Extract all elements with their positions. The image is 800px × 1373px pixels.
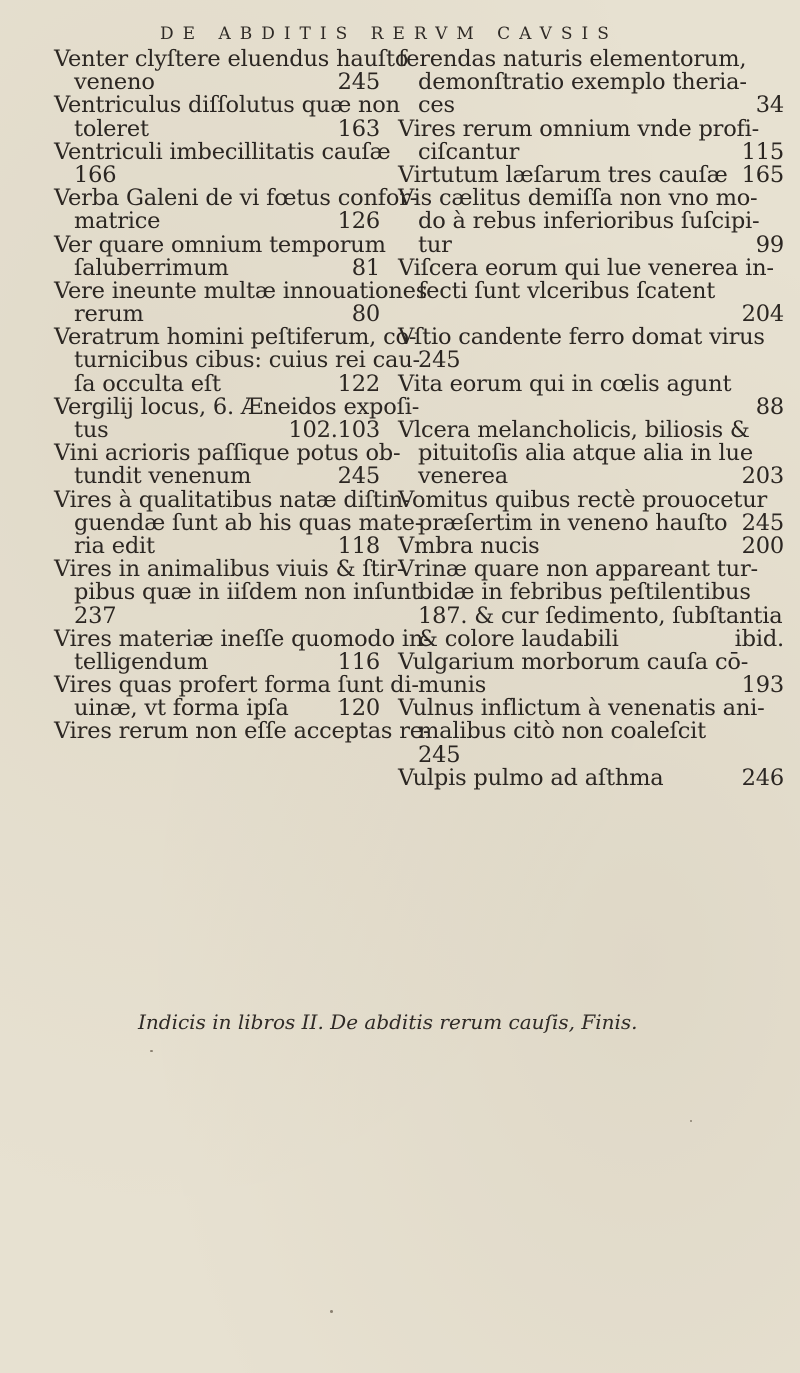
page-reference: 245 [741, 509, 784, 536]
index-entry-text: Vulnus inflictum à venenatis ani- [398, 695, 765, 722]
index-entry-text: 187. & cur ſedimento, ſubſtantia [418, 602, 783, 629]
index-entry-text: pibus quæ in iiſdem non inſunt [74, 579, 420, 606]
index-entry-text: Vmbra nucis 200 [398, 532, 784, 559]
page-reference: 80 [351, 301, 380, 328]
index-entry-text: Vulpis pulmo ad aſthma 246 [398, 764, 784, 791]
index-entry [398, 419, 792, 489]
index-entry-text: telligendum 116 [74, 648, 380, 675]
page-reference: 118 [337, 532, 380, 559]
index-entry-text: venerea 203 [418, 463, 784, 490]
index-entry-text: turnicibus cibus: cuius rei cau- [74, 347, 420, 374]
index-entry-text: rerum 80 [74, 301, 380, 328]
index-entry-text: pituitoſis alia atque alia in lue [418, 440, 753, 467]
paper-speck [330, 1310, 333, 1313]
index-entry-text: veneno 245 [74, 69, 380, 96]
index-entry-text: Venter clyſtere eluendus hauſto [54, 46, 409, 72]
index-entry-text: Vis cælitus demiſſa non vno mo- [398, 185, 758, 212]
page-reference: 99 [755, 231, 784, 258]
index-entry [398, 532, 792, 559]
index-entry [398, 697, 792, 767]
index-entry-text: uinæ, vt forma ipſa 120 [74, 695, 380, 722]
index-entry [398, 48, 792, 118]
index-entry [54, 393, 420, 443]
index-entry-text: Vulgarium morborum cauſa cō- [398, 648, 749, 675]
paper-speck [690, 1120, 692, 1122]
index-entry-text: Vita eorum qui in cœlis agunt [398, 370, 732, 397]
index-entry [398, 370, 792, 420]
index-entry-text: Veratrum homini peſtiferum, co- [54, 324, 417, 351]
index-entry-text: Vires rerum non eſſe acceptas re- [54, 718, 431, 745]
page-reference: 102.103 [288, 417, 380, 443]
index-entry [54, 440, 401, 490]
page-reference: 163 [337, 115, 380, 142]
index-entry [398, 254, 792, 328]
index-entry [54, 672, 419, 722]
index-entry-text: fecti ſunt vlceribus ſcatent [418, 277, 716, 304]
page-reference: 115 [741, 138, 784, 165]
index-entry [398, 115, 792, 165]
index-entry-text: do à rebus inferioribus ſuſcipi- [418, 208, 760, 235]
index-entry [54, 277, 428, 328]
index-entry-text: Vires rerum omnium vnde profi- [398, 115, 760, 142]
index-entry-text: ces 34 [418, 92, 784, 119]
index-entry-text: munis 193 [418, 672, 784, 699]
index-entry [54, 718, 431, 745]
index-entry-text: præſertim in veneno hauſto 245 [418, 509, 784, 536]
index-entry [398, 187, 792, 257]
page-reference: 203 [741, 463, 784, 490]
index-entry-text: ria edit 118 [74, 532, 380, 559]
index-entry-text: bidæ in febribus peſtilentibus [418, 579, 751, 606]
page-reference: 165 [741, 161, 784, 188]
index-entry-text: ſa occulta eſt 122 [74, 370, 380, 397]
index-entry [398, 764, 792, 791]
index-entry-text: Vires materiæ ineſſe quomodo in- [54, 625, 431, 652]
page-reference: 193 [741, 672, 784, 699]
index-entry-text: Vires à qualitatibus natæ diſtin- [54, 486, 411, 513]
index-entry-text: Vrinæ quare non appareant tur- [398, 556, 758, 583]
index-entry-text: ciſcantur 115 [418, 138, 784, 165]
index-entry-text: ſaluberrimum 81 [74, 254, 380, 281]
index-entry [54, 185, 418, 235]
page-reference: 120 [337, 695, 380, 722]
index-entry-text: Ver quare omnium temporum [54, 231, 386, 258]
index-entry-text: Viſcera eorum qui lue venerea in- [398, 254, 774, 281]
index-entry-text: tus 102.103 [74, 417, 380, 443]
page-reference: 246 [741, 764, 784, 791]
index-entry-text: Verba Galeni de vi fœtus confor- [54, 185, 418, 212]
colophon-line: Indicis in libros II. De abditis rerum cauſis, Finis. [138, 1010, 638, 1034]
index-entry-text: guendæ ſunt ab his quas mate- [74, 509, 423, 536]
index-column-right [398, 48, 792, 790]
page-reference: 122 [337, 370, 380, 397]
index-column-left [54, 46, 431, 745]
index-entry [54, 324, 420, 397]
page-reference: 245 [337, 463, 380, 490]
index-entry-text: & colore laudabili ibid. [418, 625, 784, 652]
index-entry [398, 558, 792, 651]
index-entry [54, 486, 423, 559]
index-entry-text: Vere ineunte multæ innouationes [54, 277, 428, 304]
index-entry-text: Ventriculus diſſolutus quæ non [54, 92, 400, 119]
index-entry [54, 92, 400, 142]
index-entry [398, 486, 792, 536]
page-reference: 204 [741, 301, 784, 328]
page-reference-line [398, 303, 792, 326]
index-entry-text: Vergilij locus, 6. Æneidos expoſi- [54, 393, 420, 420]
index-entry-text: Vini acrioris paſſique potus ob- [54, 440, 401, 467]
index-entry-text: 237 [74, 602, 117, 629]
running-header: DE ABDITIS RERVM CAVSIS [160, 24, 618, 44]
page-reference: 116 [337, 648, 380, 675]
page-reference: 126 [337, 208, 380, 235]
page-reference: 34 [755, 92, 784, 119]
index-entry [398, 326, 792, 372]
index-entry-text: tur 99 [418, 231, 784, 258]
page-reference-line [398, 393, 792, 420]
index-entry-text: 245 [418, 347, 461, 374]
index-entry-text: tundit venenum 245 [74, 463, 380, 490]
index-entry [398, 648, 792, 699]
index-entry [54, 46, 409, 96]
page-reference: 200 [741, 532, 784, 559]
index-entry-text: matrice 126 [74, 208, 380, 235]
index-entry-text: 166 [74, 161, 117, 188]
index-entry-text: 245 [418, 741, 461, 768]
index-entry-text: Vires quas profert forma ſunt di- [54, 672, 419, 699]
page-reference: 245 [337, 69, 380, 96]
index-entry [54, 625, 431, 675]
page-reference: 81 [351, 254, 380, 281]
index-entry [54, 556, 420, 629]
index-entry [398, 161, 792, 188]
index-entry-text: Ventriculi imbecillitatis cauſæ [54, 138, 391, 165]
index-entry-text: toleret 163 [74, 115, 380, 142]
paper-speck [150, 1050, 153, 1052]
index-entry-text: Vlcera melancholicis, biliosis & [398, 417, 750, 443]
index-entry-text: malibus citò non coaleſcit [418, 718, 706, 745]
index-entry-text: Vomitus quibus rectè prouocetur [398, 486, 768, 513]
index-entry-text: demonſtratio exemplo theria- [418, 69, 747, 96]
index-entry-text: ferendas naturis elementorum, [398, 46, 747, 72]
index-entry [54, 138, 391, 188]
index-entry [54, 231, 388, 281]
page-reference: 88 [755, 393, 784, 420]
index-entry-text: Virtutum læſarum tres cauſæ 165 [398, 161, 784, 188]
page-reference: ibid. [734, 625, 784, 652]
index-entry-text: Vſtio candente ferro domat virus [398, 324, 765, 351]
index-entry-text: Vires in animalibus viuis & ſtir- [54, 556, 405, 583]
